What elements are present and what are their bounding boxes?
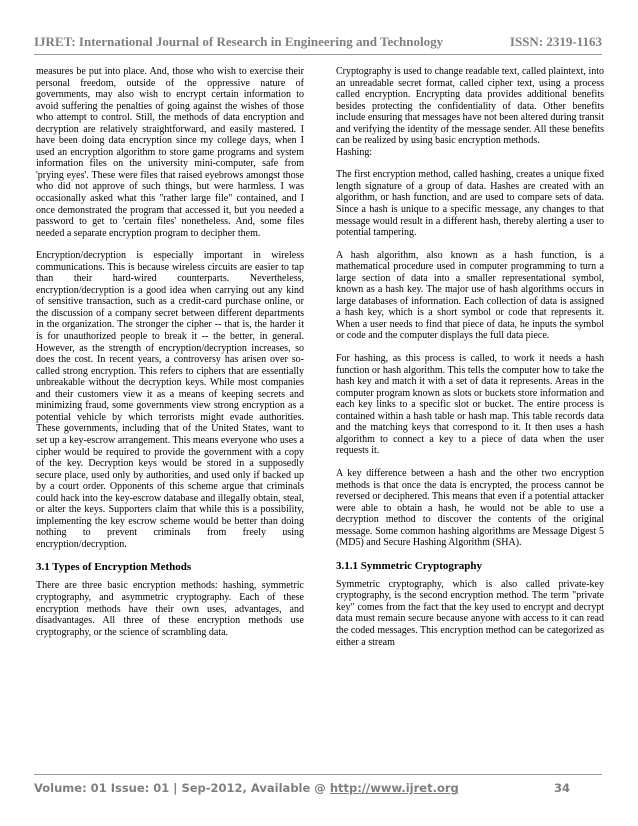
page-number: 34 <box>553 781 570 795</box>
journal-title: IJRET: International Journal of Research in Engineering and Technology <box>34 34 444 49</box>
section-heading: 3.1.1 Symmetric Cryptography <box>336 559 483 572</box>
paragraph: A hash algorithm, also known as a hash function, is a mathematical procedure used in computer programming to turn a large section of data into a smaller representational symbol, known as a hash key. The major use of hash algorithms occurs in large databases of information. Each collection of data is assigned a hash key, which is a short symbol or code that represents it. When a user needs to find that piece of data, he inputs the symbol or code and the computer displays the full data piece. <box>336 249 604 342</box>
page-header <box>34 28 602 55</box>
volume-text: Volume: 01 Issue: 01 | Sep-2012, Available @ <box>34 781 330 795</box>
paragraph: Symmetric cryptography, which is also called private-key cryptography, is the second encryption method. The term "private key" comes from the fact that the key used to encrypt and decrypt data must remain secure because anyone with access to it can read the coded messages. This encryption method can be categorized as either a stream <box>336 578 604 648</box>
journal-link[interactable]: http://www.ijret.org <box>329 781 459 795</box>
paragraph: A key difference between a hash and the other two encryption methods is that once the data is encrypted, the process cannot be reversed or deciphered. This means that even if a potential attacker were able to obtain a hash, he would not be able to use a decryption method to discover the contents of the original message. Some common hashing algorithms are Message Digest 5 (MD5) and Secure Hashing Algorithm (SHA). <box>336 467 604 549</box>
paragraph: The first encryption method, called hashing, creates a unique fixed length signature of a group of data. Hashes are created with an algorithm, or hash function, and are used to compare sets of data. Since a hash is unique to a specific message, any changes to that message would result in a different hash, thereby alerting a user to potential tampering. <box>336 169 604 239</box>
paragraph: For hashing, as this process is called, to work it needs a hash function or hash algorithm. This tells the computer how to take the hash key and match it with a set of data it represents. Areas in the computer program known as slots or buckets store information and each key links to a specific slot or bucket. The entire process is contained within a hash table or hash map. This table records data and the matching keys that correspond to it. It then uses a hash algorithm to connect a key to a piece of data when the user requests it. <box>336 353 604 457</box>
left-column <box>36 66 304 649</box>
section-heading: 3.1 Types of Encryption Methods <box>36 561 192 574</box>
paragraph: measures be put into place. And, those who wish to exercise their personal freedom, outside of the oppressive nature of governments, may also wish to encrypt certain information to avoid suffering the penalties of going against the wishes of those who attempt to control. Still, the methods of data encryption and decryption are relatively straightforward, and easily mastered. I have been doing data encryption since my college days, when I used an encryption algorithm to store game programs and system information files on the university mini-computer, safe from 'prying eyes'. These were files that raised eyebrows amongst those who did not approve of such things, but were harmless. I was occasionally asked what this "rather large file" contained, and I once demonstrated the program that accessed it, but you needed a password to get to 'certain files' nonetheless. And, some files needed a separate encryption program to decipher them. <box>36 66 304 239</box>
page-footer <box>34 774 602 799</box>
right-column <box>336 66 604 659</box>
issn-label: ISSN: 2319-1163 <box>509 34 602 49</box>
volume-info <box>34 781 459 795</box>
subheading-label: Hashing: <box>336 146 373 158</box>
paragraph: Encryption/decryption is especially important in wireless communications. This is because wireless circuits are easier to tap than their hard-wired counterparts. Nevertheless, encryption/decryption is a good idea when carrying out any kind of sensitive transaction, such as a credit-card purchase online, or the discussion of a company secret between different departments in the organization. The stronger the cipher -- that is, the harder it is for unauthorized people to break it -- the better, in general. However, as the strength of encryption/decryption increases, so does the cost. In recent years, a controversy has arisen over so-called strong encryption. This refers to ciphers that are essentially unbreakable without the decryption keys. While most companies and their customers view it as a means of keeping secrets and minimizing fraud, some governments view strong encryption as a potential vehicle by which terrorists might evade authorities. These governments, including that of the United States, want to set up a key-escrow arrangement. This means everyone who uses a cipher would be required to provide the government with a copy of the key. Decryption keys would be stored in a supposedly secure place, used only by authorities, and used only if backed up by a court order. Opponents of this scheme argue that criminals could hack into the key-escrow database and illegally obtain, steal, or alter the keys. Supporters claim that while this is a possibility, implementing the key escrow scheme would be better than doing nothing to prevent criminals from freely using encryption/decryption. <box>36 250 304 550</box>
paragraph: There are three basic encryption methods: hashing, symmetric cryptography, and asymmetric cryptography. Each of these encryption methods have their own uses, advantages, and disadvantages. All three of these encryption methods use cryptography, or the science of scrambling data. <box>36 580 304 638</box>
paragraph: Cryptography is used to change readable text, called plaintext, into an unreadable secret format, called cipher text, using a process called encryption. Encrypting data provides additional benefits besides protecting the confidentiality of data. Other benefits include ensuring that messages have not been altered during transit and verifying the identity of the message sender. All these benefits can be realized by using basic encryption methods. <box>336 66 604 147</box>
